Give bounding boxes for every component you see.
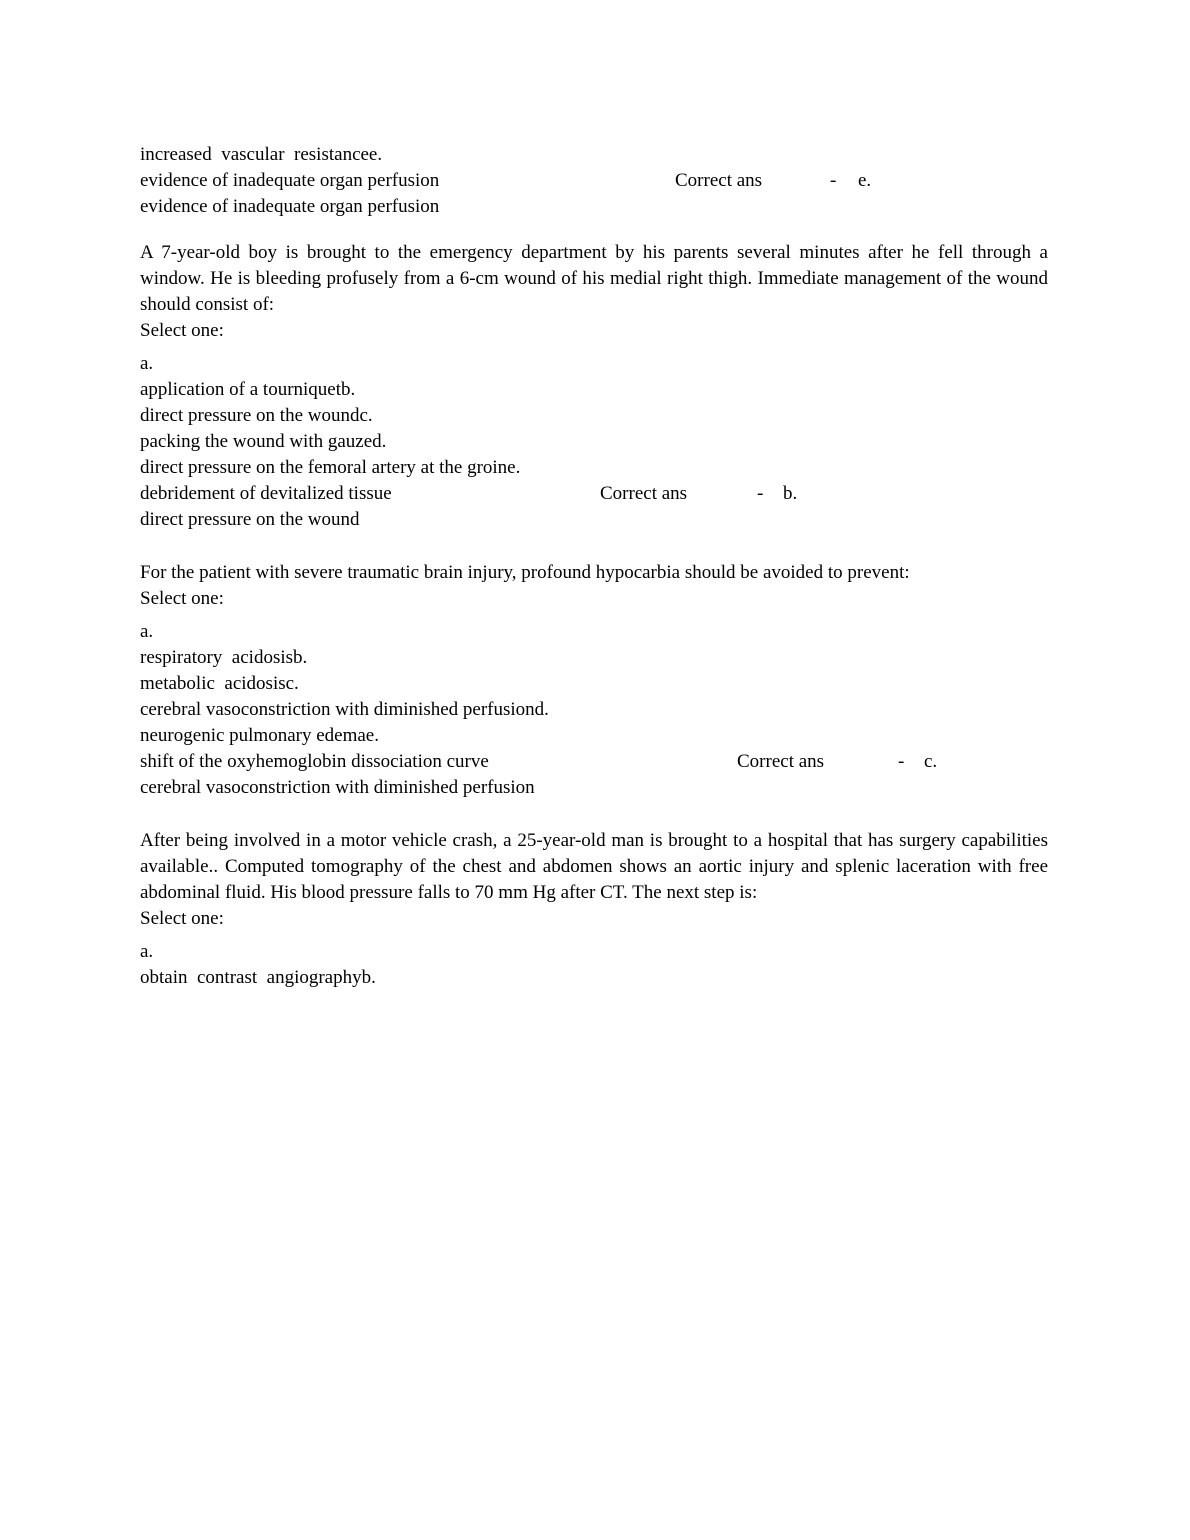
- correct-ans-label: Correct ans: [675, 170, 763, 191]
- fragment-block: [140, 142, 1048, 220]
- question-stem: After being involved in a motor vehicle crash, a 25-year-old man is brought to a hospital that has surgery capabilities available.. Computed tomography of the chest and abdomen shows an aortic injury and splenic laceration with free abdominal fluid. His blood pressure falls to 70 mm Hg after CT. The next step is:: [140, 830, 1048, 903]
- question-block: [140, 828, 1048, 991]
- answer-line: [140, 481, 1048, 507]
- option-line: obtain contrast angiographyb.: [140, 967, 376, 988]
- answer-line: [140, 168, 1048, 194]
- option-line: cerebral vasoconstriction with diminished perfusiond.: [140, 699, 549, 720]
- answer-text-line: evidence of inadequate organ perfusion: [140, 196, 440, 217]
- answer-dash: -: [757, 483, 764, 504]
- answer-letter: c.: [924, 751, 938, 772]
- question-block: [140, 560, 1048, 801]
- answer-letter: b.: [783, 483, 798, 504]
- option-line: metabolic acidosisc.: [140, 673, 299, 694]
- answer-dash: -: [830, 170, 837, 191]
- answer-dash: -: [898, 751, 905, 772]
- answer-text-line: direct pressure on the wound: [140, 509, 360, 530]
- answer-line: [140, 749, 1048, 775]
- option-prefix: a.: [140, 621, 154, 642]
- question-block: [140, 240, 1048, 533]
- option-line: direct pressure on the woundc.: [140, 405, 373, 426]
- select-one-label: Select one:: [140, 320, 224, 341]
- correct-ans-label: Correct ans: [600, 483, 688, 504]
- option-prefix: a.: [140, 941, 154, 962]
- answer-letter: e.: [858, 170, 872, 191]
- option-text: evidence of inadequate organ perfusion: [140, 170, 440, 191]
- option-line: application of a tourniquetb.: [140, 379, 356, 400]
- question-stem: A 7-year-old boy is brought to the emergency department by his parents several minutes after he fell through a window. He is bleeding profusely from a 6-cm wound of his medial right thigh. Immediate management of the wound should consist of:: [140, 242, 1048, 315]
- select-one-label: Select one:: [140, 908, 224, 929]
- option-line: neurogenic pulmonary edemae.: [140, 725, 379, 746]
- text-line: increased vascular resistancee.: [140, 144, 383, 165]
- correct-ans-label: Correct ans: [737, 751, 825, 772]
- option-text: shift of the oxyhemoglobin dissociation curve: [140, 751, 489, 772]
- option-line: packing the wound with gauzed.: [140, 431, 387, 452]
- select-one-label: Select one:: [140, 588, 224, 609]
- option-prefix: a.: [140, 353, 154, 374]
- option-text: debridement of devitalized tissue: [140, 483, 392, 504]
- question-stem: For the patient with severe traumatic brain injury, profound hypocarbia should be avoided to prevent:: [140, 562, 910, 583]
- option-line: direct pressure on the femoral artery at the groine.: [140, 457, 521, 478]
- answer-text-line: cerebral vasoconstriction with diminished perfusion: [140, 777, 535, 798]
- option-line: respiratory acidosisb.: [140, 647, 308, 668]
